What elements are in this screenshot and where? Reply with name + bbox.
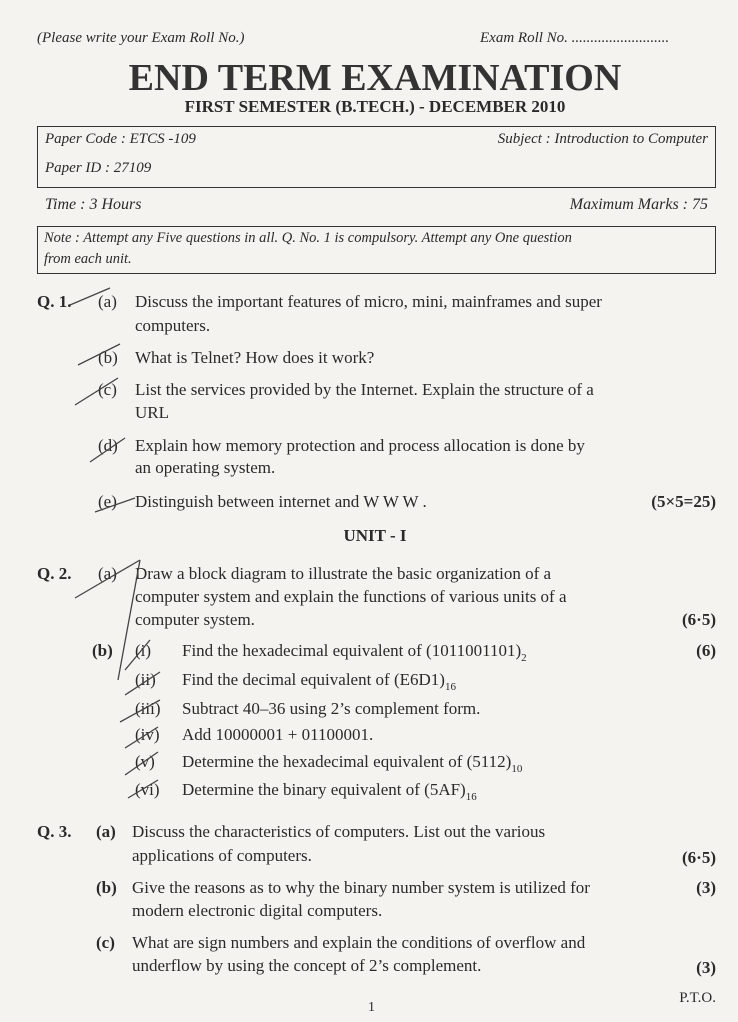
question-text: an operating system. bbox=[135, 458, 276, 477]
question-text: Draw a block diagram to illustrate the basic organization of a bbox=[135, 564, 552, 583]
part-label: (b) bbox=[96, 878, 117, 897]
question-text: Discuss the important features of micro, mini, mainframes and super bbox=[135, 292, 602, 311]
pen-tick-mark bbox=[95, 498, 135, 512]
roll-number-field: Exam Roll No. .......................... bbox=[480, 30, 670, 46]
marks: (6·5) bbox=[682, 610, 716, 629]
base-subscript: 16 bbox=[444, 681, 456, 693]
subject: Subject : Introduction to Computer bbox=[497, 131, 708, 147]
part-label: (c) bbox=[98, 380, 117, 399]
question-text: What is Telnet? How does it work? bbox=[135, 348, 375, 367]
pen-tick-mark bbox=[70, 288, 110, 305]
exam-subtitle: FIRST SEMESTER (B.TECH.) - DECEMBER 2010 bbox=[184, 97, 566, 116]
question-label: Q. 1. bbox=[37, 292, 72, 311]
base-subscript: 10 bbox=[511, 763, 523, 775]
question-text: Discuss the characteristics of computers. List out the various bbox=[132, 822, 546, 841]
sub-question: Subtract 40–36 using 2’s complement form. bbox=[182, 699, 481, 718]
sub-label: (ii) bbox=[135, 670, 156, 689]
exam-title: END TERM EXAMINATION bbox=[128, 57, 622, 99]
note-line: from each unit. bbox=[44, 251, 132, 267]
question-text: computers. bbox=[135, 316, 211, 335]
sub-text: Determine the binary equivalent of (5AF) bbox=[182, 780, 466, 799]
pen-tick-mark bbox=[78, 344, 120, 365]
question-text: underflow by using the concept of 2’s complement. bbox=[132, 956, 482, 975]
question-text: Distinguish between internet and W W W . bbox=[135, 492, 427, 511]
base-subscript: 16 bbox=[465, 791, 477, 803]
pen-tick-mark bbox=[75, 560, 140, 680]
question-text: modern electronic digital computers. bbox=[132, 901, 383, 920]
question-label: Q. 2. bbox=[37, 564, 72, 583]
part-label: (a) bbox=[98, 564, 117, 583]
marks: (3) bbox=[696, 878, 716, 897]
question-text: computer system. bbox=[135, 610, 255, 629]
roll-prompt: (Please write your Exam Roll No.) bbox=[37, 30, 245, 46]
question-text: computer system and explain the functions of various units of a bbox=[135, 587, 567, 606]
sub-text: Find the hexadecimal equivalent of (1011001101) bbox=[182, 641, 522, 660]
question-text: What are sign numbers and explain the conditions of overflow and bbox=[132, 933, 586, 952]
sub-label: (iii) bbox=[135, 699, 161, 718]
pen-tick-mark bbox=[75, 378, 118, 405]
sub-text: Find the decimal equivalent of (E6D1) bbox=[182, 670, 445, 689]
sub-text: Determine the hexadecimal equivalent of (5112) bbox=[182, 752, 512, 771]
sub-label: (vi) bbox=[135, 780, 160, 799]
marks: (3) bbox=[696, 958, 716, 977]
sub-label: (iv) bbox=[135, 725, 160, 744]
base-subscript: 2 bbox=[521, 652, 527, 664]
max-marks: Maximum Marks : 75 bbox=[569, 196, 708, 213]
marks: (6) bbox=[696, 641, 716, 660]
question-label: Q. 3. bbox=[37, 822, 72, 841]
paper-code: Paper Code : ETCS -109 bbox=[45, 131, 196, 147]
sub-question: Add 10000001 + 01100001. bbox=[182, 725, 374, 744]
question-text: applications of computers. bbox=[132, 846, 312, 865]
part-label: (b) bbox=[92, 641, 113, 660]
part-label: (a) bbox=[96, 822, 116, 841]
sub-label: (i) bbox=[135, 641, 152, 660]
pto: P.T.O. bbox=[679, 990, 716, 1006]
sub-label: (v) bbox=[135, 752, 155, 771]
pen-tick-mark bbox=[120, 640, 160, 798]
pen-tick-mark bbox=[90, 438, 125, 462]
marks: (6·5) bbox=[682, 848, 716, 867]
question-text: Explain how memory protection and process allocation is done by bbox=[135, 436, 585, 455]
unit-heading: UNIT - I bbox=[343, 526, 407, 545]
part-label: (c) bbox=[96, 933, 115, 952]
part-label: (b) bbox=[98, 348, 118, 367]
marks: (5×5=25) bbox=[651, 492, 716, 511]
page-number: 1 bbox=[368, 1000, 375, 1015]
part-label: (d) bbox=[98, 436, 118, 455]
question-text: Give the reasons as to why the binary number system is utilized for bbox=[132, 878, 590, 897]
part-label: (e) bbox=[98, 492, 117, 511]
note-line: Note : Attempt any Five questions in all. Q. No. 1 is compulsory. Attempt any One question bbox=[44, 230, 572, 246]
time: Time : 3 Hours bbox=[45, 196, 142, 213]
question-text: List the services provided by the Internet. Explain the structure of a bbox=[135, 380, 594, 399]
question-text: URL bbox=[135, 403, 169, 422]
part-label: (a) bbox=[98, 292, 117, 311]
paper-id: Paper ID : 27109 bbox=[45, 160, 152, 176]
